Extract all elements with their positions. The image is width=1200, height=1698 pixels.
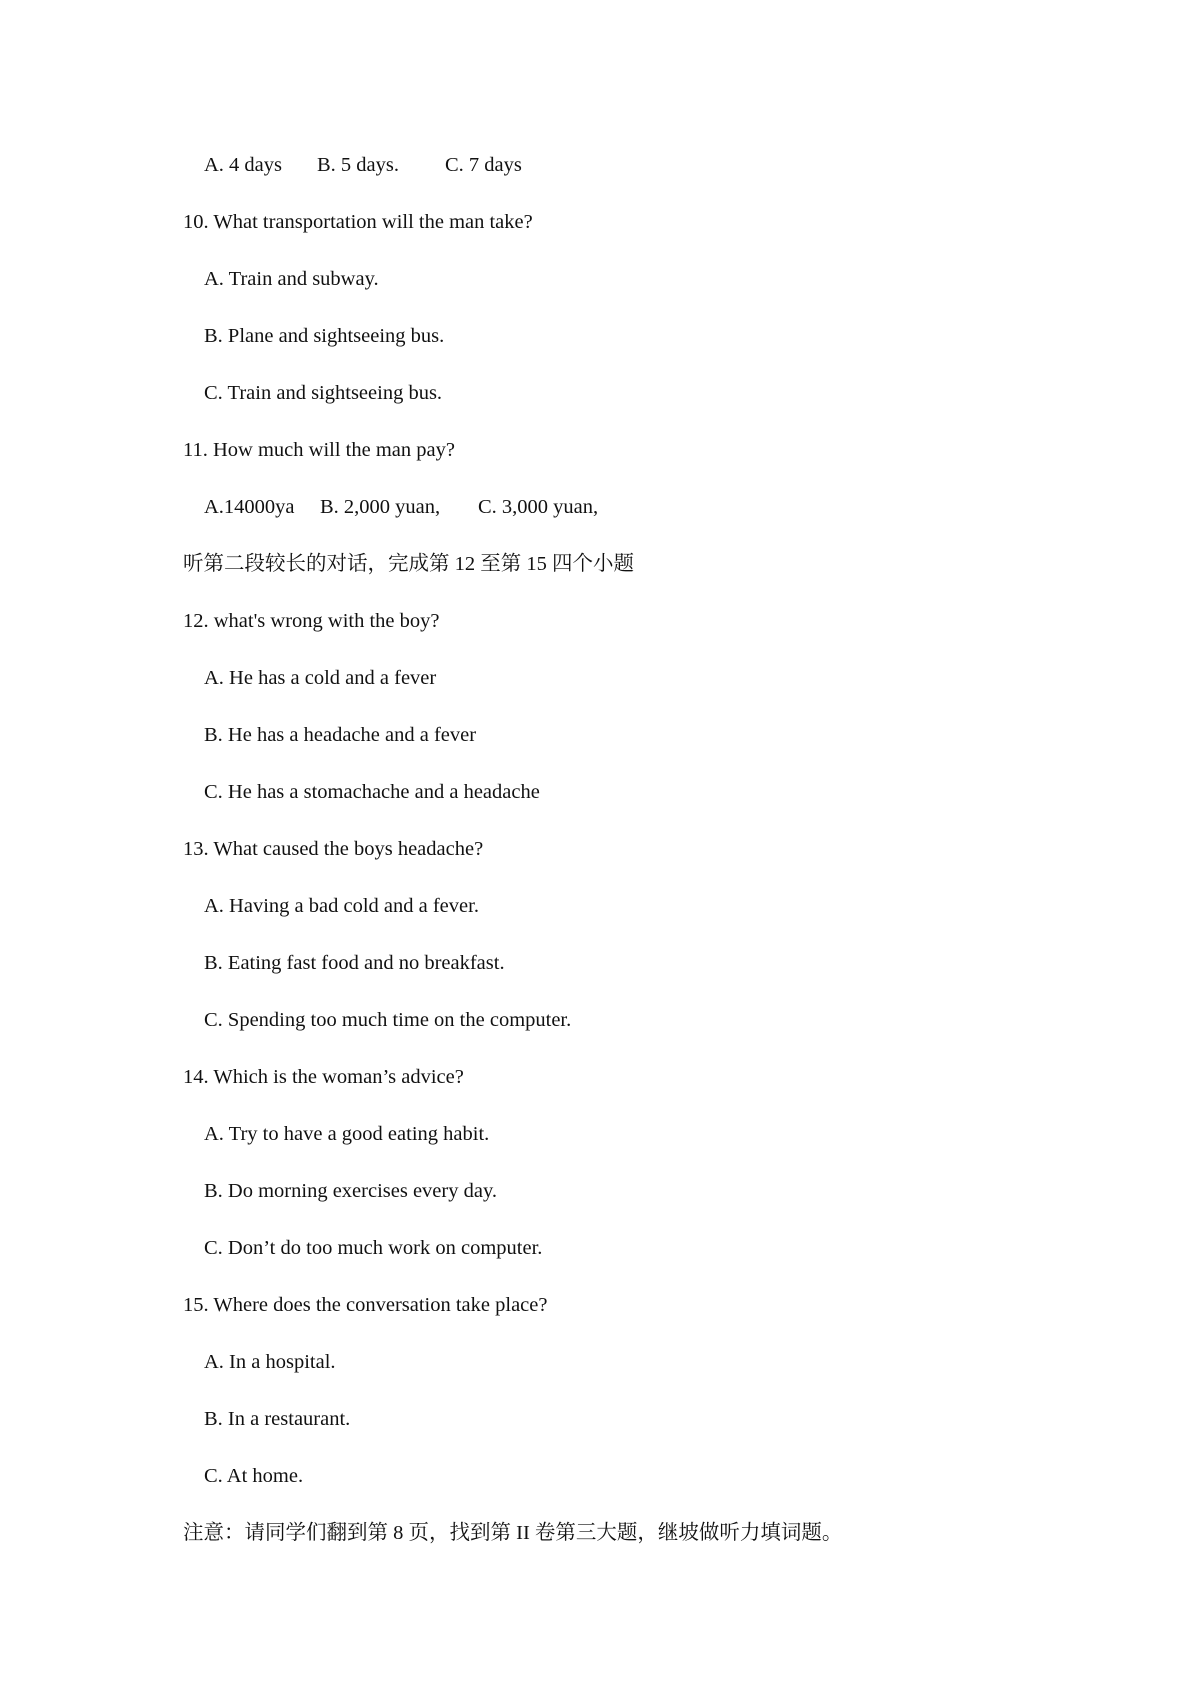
q13-question: 13. What caused the boys headache? xyxy=(183,838,484,860)
q12-option-c: C. He has a stomachache and a headache xyxy=(204,781,540,803)
q13-option-a: A. Having a bad cold and a fever. xyxy=(204,895,479,917)
q15-question: 15. Where does the conversation take place? xyxy=(183,1294,548,1316)
q10-option-c: C. Train and sightseeing bus. xyxy=(204,382,443,404)
q11-option-a: A.14000ya xyxy=(204,496,295,518)
q9-option-a: A. 4 days xyxy=(204,154,283,176)
section-instruction: 听第二段较长的对话，完成第 12 至第 15 四个小题 xyxy=(183,553,634,575)
q10-option-a: A. Train and subway. xyxy=(204,268,379,290)
q11-question: 11. How much will the man pay? xyxy=(183,439,455,461)
q10-question: 10. What transportation will the man take? xyxy=(183,211,533,233)
q12-question: 12. what's wrong with the boy? xyxy=(183,610,440,632)
q9-option-b: B. 5 days. xyxy=(317,154,399,176)
q12-option-a: A. He has a cold and a fever xyxy=(204,667,437,689)
q11-option-b: B. 2,000 yuan, xyxy=(320,496,441,518)
q15-option-a: A. In a hospital. xyxy=(204,1351,336,1373)
q14-option-c: C. Don’t do too much work on computer. xyxy=(204,1237,543,1259)
q14-option-b: B. Do morning exercises every day. xyxy=(204,1180,497,1202)
q11-option-c: C. 3,000 yuan, xyxy=(478,496,599,518)
q14-option-a: A. Try to have a good eating habit. xyxy=(204,1123,490,1145)
q9-option-c: C. 7 days xyxy=(445,154,522,176)
q13-option-c: C. Spending too much time on the computer. xyxy=(204,1009,572,1031)
q14-question: 14. Which is the woman’s advice? xyxy=(183,1066,464,1088)
q10-option-b: B. Plane and sightseeing bus. xyxy=(204,325,445,347)
q12-option-b: B. He has a headache and a fever xyxy=(204,724,477,746)
note-text: 注意：请同学们翻到第 8 页，找到第 II 卷第三大题，继坡做听力填词题。 xyxy=(183,1522,843,1544)
q15-option-c: C. At home. xyxy=(204,1465,304,1487)
q13-option-b: B. Eating fast food and no breakfast. xyxy=(204,952,505,974)
q15-option-b: B. In a restaurant. xyxy=(204,1408,351,1430)
